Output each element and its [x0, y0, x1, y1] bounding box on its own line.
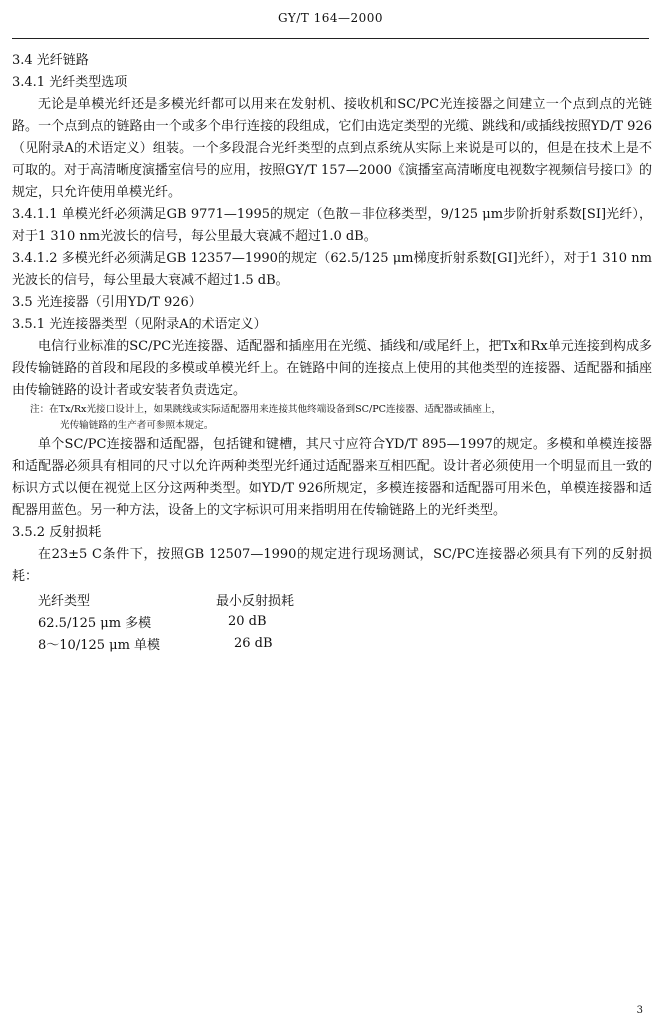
section-3-5-1-paragraph-2: 单个SC/PC连接器和适配器，包括键和键槽，其尺寸应符合YD/T 895—1997的规定。多模和单模连接器和适配器必须具有相同的尺寸以允许两种类型光纤通过适配器来互相匹配。设计者必须使用一个明显而且一致的标识方式以便在视觉上区分这两种类型。如YD/T 926所规定，多模连接器和适配器可用米色，单模连接器和适配器用蓝色。另一种方法，设备上的文字标识可用来指明用在传输链路上的光纤类型。	[12, 437, 652, 518]
header-rule	[12, 38, 649, 39]
page-body	[12, 50, 652, 654]
section-3-5-1-note-continued: 光传输链路的生产者可参照本规定。	[60, 420, 214, 431]
running-header: GY/T 164—2000	[277, 11, 384, 25]
table-header-row	[38, 588, 416, 610]
section-3-4-1-1-paragraph: 3.4.1.1 单模光纤必须满足GB 9771—1995的规定（色散－非位移类型，9/125 μm步阶折射系数[SI]光纤），对于1 310 nm光波长的信号，每公里最大衰减不超过1.0 dB。	[12, 207, 652, 244]
page-number: 3	[636, 1005, 643, 1016]
section-3-5-1-heading: 3.5.1 光连接器类型（见附录A的术语定义）	[12, 317, 267, 332]
return-loss-value: 26 dB	[234, 635, 273, 651]
return-loss-table	[38, 588, 416, 654]
section-3-4-1-2-paragraph: 3.4.1.2 多模光纤必须满足GB 12357—1990的规定（62.5/125 μm梯度折射系数[GI]光纤），对于1 310 nm光波长的信号，每公里最大衰减不超过1.5 dB。	[12, 251, 652, 288]
table-cell-fiber-type: 8～10/125 μm 单模	[38, 637, 161, 653]
section-3-4-1-heading: 3.4.1 光纤类型选项	[12, 75, 128, 90]
table-header-fiber-type: 光纤类型	[38, 593, 91, 609]
table-row	[38, 632, 416, 654]
return-loss-value: 20 dB	[228, 613, 267, 629]
section-3-5-heading: 3.5 光连接器（引用YD/T 926）	[12, 295, 202, 310]
table-header-min-return-loss: 最小反射损耗	[216, 593, 295, 609]
section-3-5-1-note: 注：在Tx/Rx光接口设计上，如果跳线或实际适配器用来连接其他终端设备到SC/PC连接器、适配器或插座上，	[30, 404, 502, 415]
table-cell-return-loss	[216, 610, 416, 632]
section-3-4-heading: 3.4 光纤链路	[12, 53, 89, 68]
section-3-5-2-heading: 3.5.2 反射损耗	[12, 525, 102, 540]
table-row	[38, 610, 416, 632]
section-3-5-2-paragraph: 在23±5 C条件下，按照GB 12507—1990的规定进行现场测试，SC/PC连接器必须具有下列的反射损耗：	[12, 547, 652, 584]
section-3-4-1-paragraph: 无论是单模光纤还是多模光纤都可以用来在发射机、接收机和SC/PC光连接器之间建立一个点到点的光链路。一个点到点的链路由一个或多个串行连接的段组成，它们由选定类型的光缆、跳线和/或插线按照YD/T 926（见附录A的术语定义）组装。一个多段混合光纤类型的点到点系统从实际上来说是可以的，但是在技术上是不可取的。对于高清晰度演播室信号的应用，按照GY/T 157—2000《演播室高清晰度电视数字视频信号接口》的规定，只允许使用单模光纤。	[12, 97, 652, 200]
table-cell-fiber-type: 62.5/125 μm 多模	[38, 615, 152, 631]
table-cell-return-loss	[216, 632, 416, 654]
section-3-5-1-paragraph-1: 电信行业标准的SC/PC光连接器、适配器和插座用在光缆、插线和/或尾纤上，把Tx和Rx单元连接到构成多段传输链路的首段和尾段的多模或单模光纤上。在链路中间的连接点上使用的其他类型的连接器、适配器和插座由传输链路的设计者或安装者负责选定。	[12, 339, 652, 398]
